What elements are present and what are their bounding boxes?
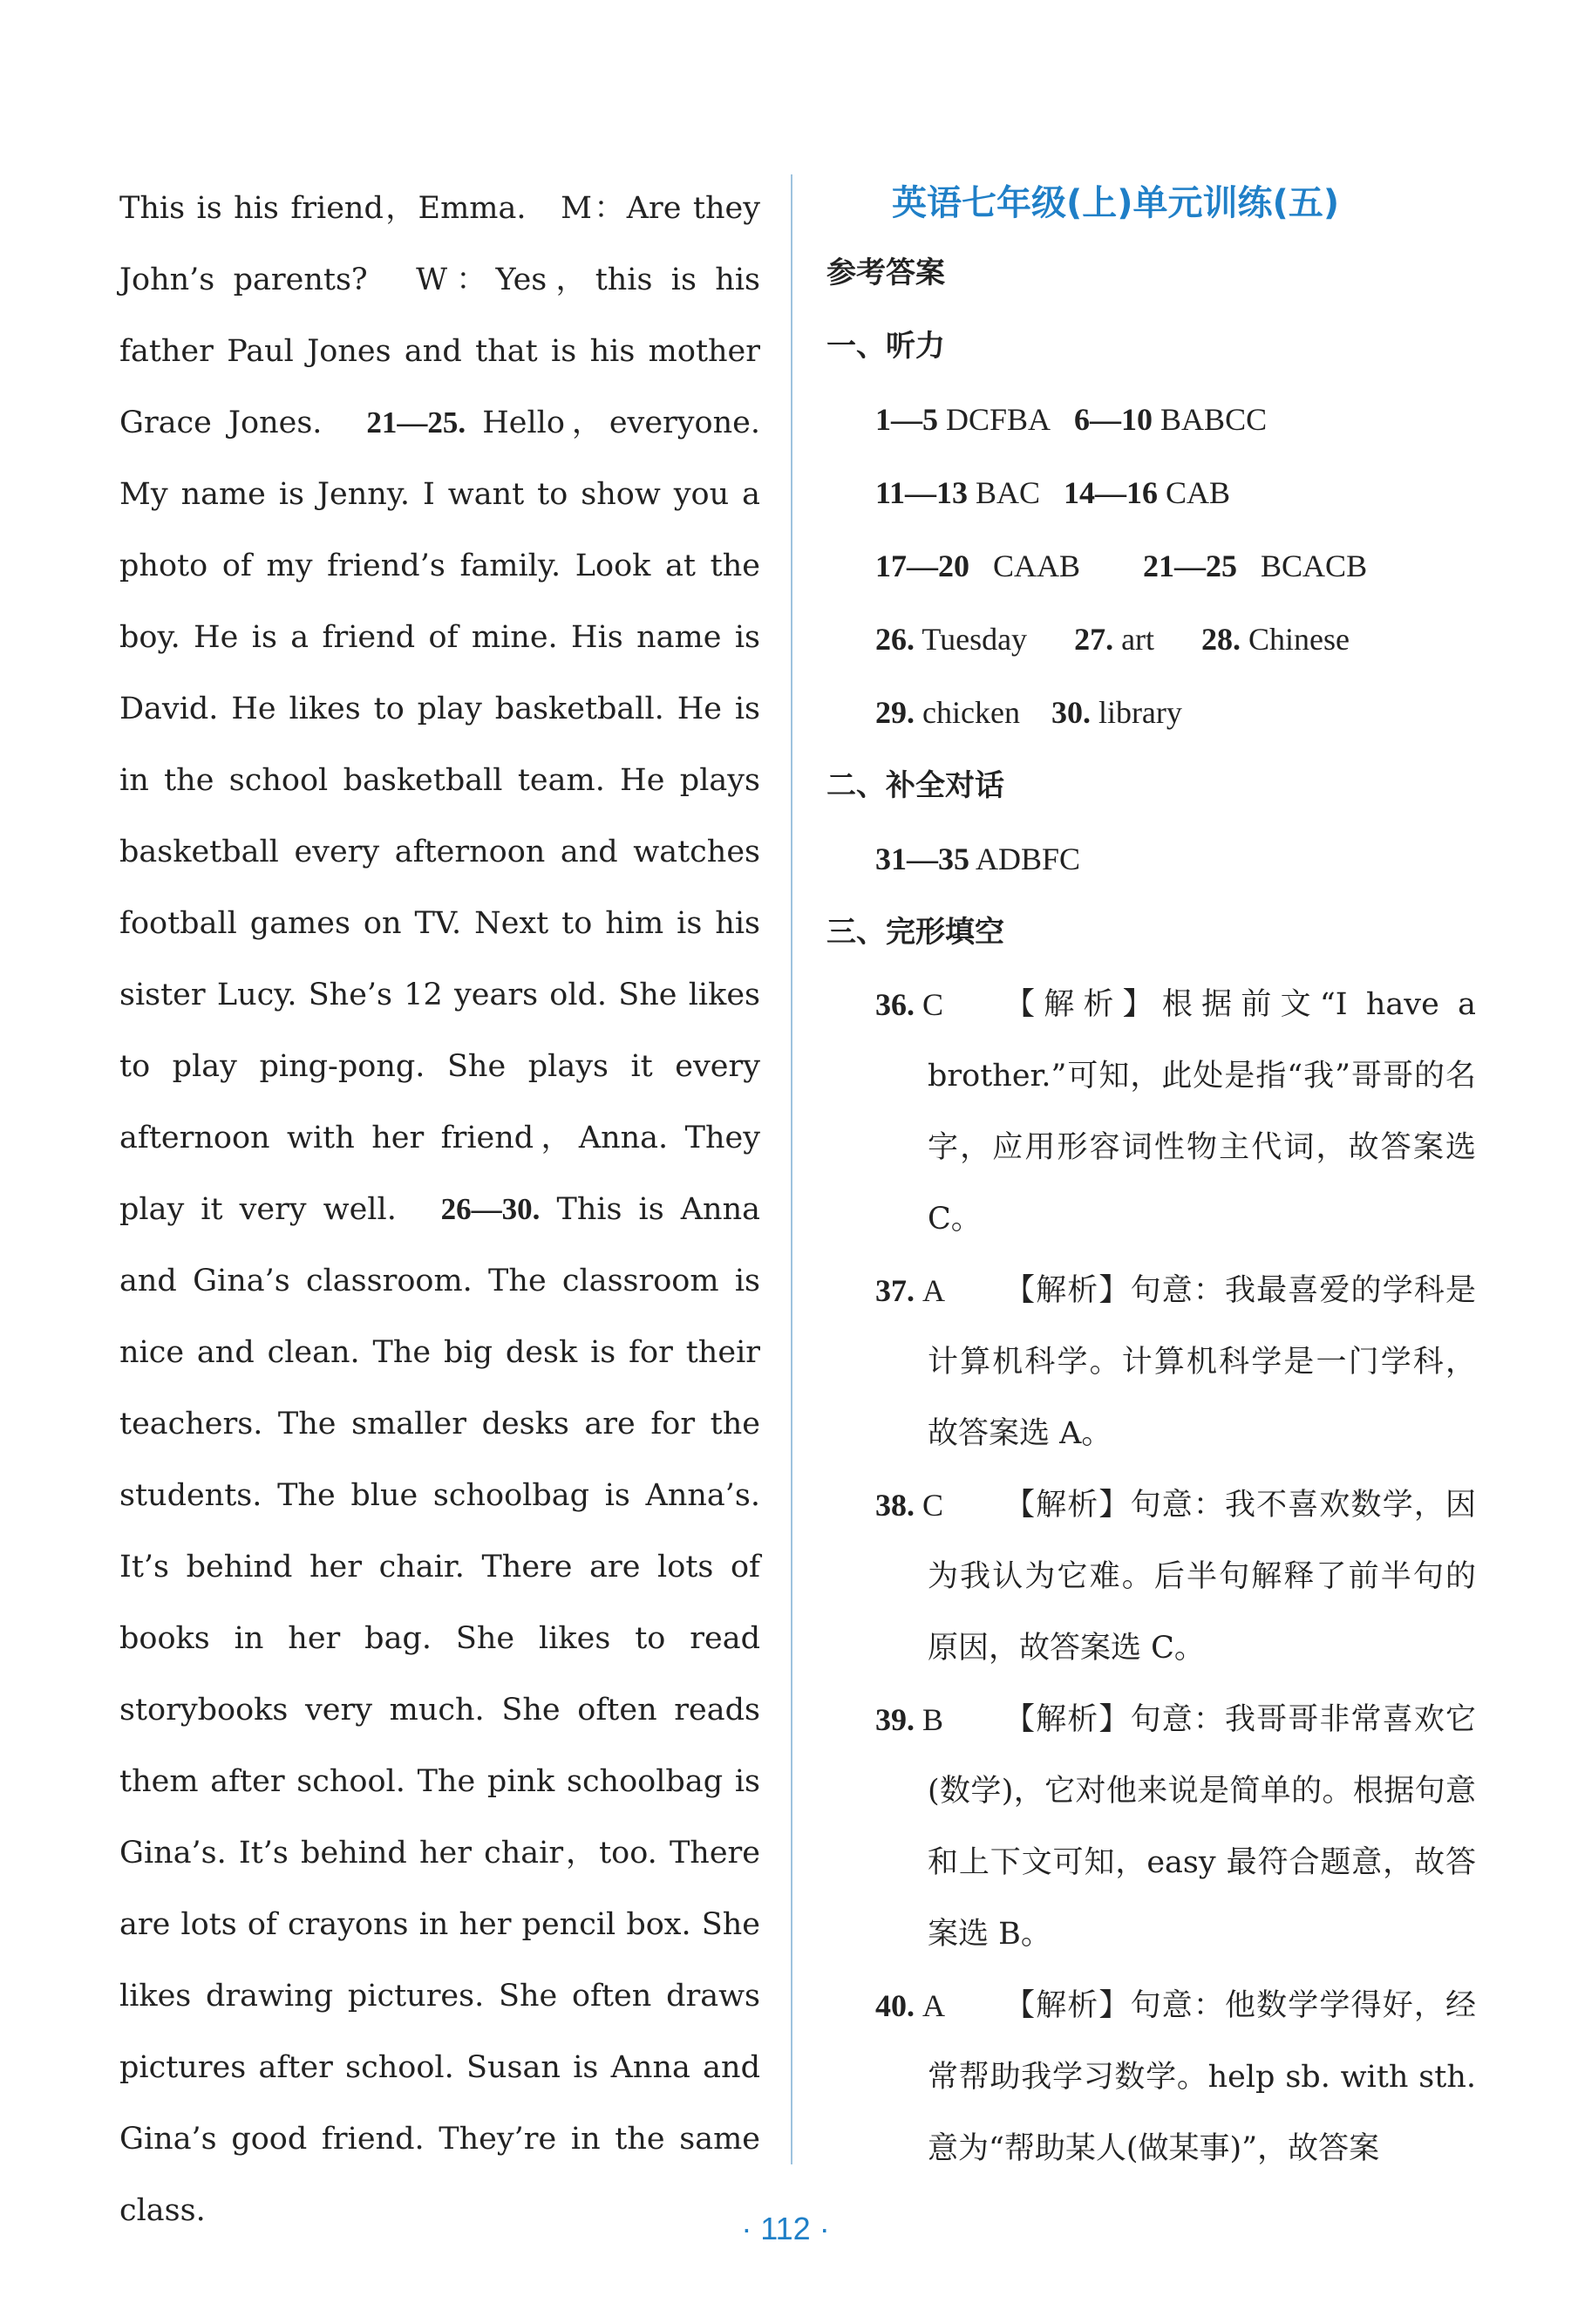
item-letter: A [922, 1273, 945, 1308]
answer-range: 21—25 [1143, 549, 1238, 583]
answer-range: 17—20 [875, 549, 969, 583]
answer-row [826, 529, 1476, 603]
answer-number: 29. [875, 695, 915, 730]
item-number: 38. [875, 1488, 915, 1523]
answer-row [826, 456, 1476, 529]
answer-value: BAC [976, 475, 1041, 510]
answer-value: BCACB [1261, 549, 1368, 583]
item-letter: C [922, 1488, 944, 1523]
answer-value: ADBFC [976, 842, 1081, 876]
script-text-part-1: This is his friend，Emma. M：Are they John’s parents? W：Yes，this is his father Paul Jones and that is his mother Grace Jones. [119, 191, 760, 440]
section-marker-26-30: 26—30. [440, 1192, 541, 1226]
answer-row [826, 822, 1476, 896]
cloze-answer-item [826, 969, 1476, 1255]
answer-range: 11—13 [875, 475, 969, 510]
answer-range: 1—5 [875, 402, 938, 437]
item-label [875, 1970, 945, 2041]
script-text-part-2: Hello，everyone. My name is Jenny. I want to show you a photo of my friend’s family. Look at the boy. He is a friend of mine. His name is David. He likes to play basketball. He is in the school basketball team. He plays basketball every afternoon and watches football games on TV. Next to him is his sister Lucy. She’s 12 years old. She likes to play ping-pong. She plays it every afternoon with her friend，Anna. They play it very well. [119, 406, 760, 1227]
answer-value: chicken [922, 695, 1020, 730]
answer-row [826, 603, 1476, 676]
item-label [875, 1255, 945, 1326]
answer-value: Chinese [1248, 622, 1350, 657]
answer-number: 26. [875, 622, 915, 657]
answer-number: 30. [1051, 695, 1091, 730]
unit-title: 英语七年级(上)单元训练(五) [892, 183, 1340, 223]
page-number: · 112 · [741, 2211, 830, 2246]
answer-value: CAB [1166, 475, 1231, 510]
item-letter: A [922, 1988, 945, 2023]
listening-heading: 一、听力 [826, 329, 945, 364]
answer-row [826, 676, 1476, 749]
item-number: 39. [875, 1702, 915, 1737]
listening-script-paragraph [119, 173, 760, 2246]
cloze-answer-item [826, 1684, 1476, 1970]
answer-value: library [1098, 695, 1182, 730]
column-divider [791, 174, 792, 2164]
answer-range: 14—16 [1064, 475, 1159, 510]
item-explanation: 【解析】句意：我哥哥非常喜欢它(数学)，它对他来说是简单的。根据句意和上下文可知，easy 最符合题意，故答案选 B。 [928, 1702, 1476, 1952]
answer-value: Tuesday [922, 622, 1028, 657]
answer-range: 6—10 [1074, 402, 1153, 437]
item-letter: B [922, 1702, 944, 1737]
item-label [875, 1684, 943, 1755]
answer-value: BABCC [1160, 402, 1268, 437]
script-text-part-3: This is Anna and Gina’s classroom. The classroom is nice and clean. The big desk is for their teachers. The smaller desks are for the students. The blue schoolbag is Anna’s. It’s behind her chair. There are lots of books in her bag. She likes to read storybooks very much. She often reads them after school. The pink schoolbag is Gina’s. It’s behind her chair，too. There are lots of crayons in her pencil box. She likes drawing pictures. She often draws pictures after school. Susan is Anna and Gina’s good friend. They’re in the same class. [119, 1192, 760, 2228]
answer-value: CAAB [993, 549, 1081, 583]
item-number: 37. [875, 1273, 915, 1308]
left-column [119, 173, 760, 2246]
right-column [826, 170, 1476, 2184]
item-number: 40. [875, 1988, 915, 2023]
dialogue-heading: 二、补全对话 [826, 768, 1004, 803]
answer-number: 28. [1201, 622, 1241, 657]
cloze-answer-item [826, 1255, 1476, 1469]
section-marker-21-25: 21—25. [366, 406, 466, 440]
reference-answers-heading: 参考答案 [826, 256, 945, 290]
item-explanation: 【解析】根据前文“I have a brother.”可知，此处是指“我”哥哥的名字，应用形容词性物主代词，故答案选 C。 [928, 987, 1476, 1237]
cloze-answer-item [826, 1469, 1476, 1684]
cloze-heading: 三、完形填空 [826, 915, 1004, 950]
answer-value: art [1121, 622, 1155, 657]
item-explanation: 【解析】句意：我最喜爱的学科是计算机科学。计算机科学是一门学科，故答案选 A。 [928, 1273, 1476, 1451]
item-letter: C [922, 987, 944, 1022]
answer-range: 31—35 [875, 842, 969, 876]
item-explanation: 【解析】句意：我不喜欢数学，因为我认为它难。后半句解释了前半句的原因，故答案选 C。 [928, 1488, 1476, 1666]
item-number: 36. [875, 987, 915, 1022]
item-label [875, 1469, 943, 1541]
answer-value: DCFBA [946, 402, 1051, 437]
answer-number: 27. [1074, 622, 1114, 657]
item-explanation: 【解析】句意：他数学学得好，经常帮助我学习数学。help sb. with sth. 意为“帮助某人(做某事)”，故答案 [928, 1988, 1476, 2166]
item-label [875, 969, 943, 1040]
answer-row [826, 383, 1476, 456]
cloze-answer-item [826, 1970, 1476, 2184]
